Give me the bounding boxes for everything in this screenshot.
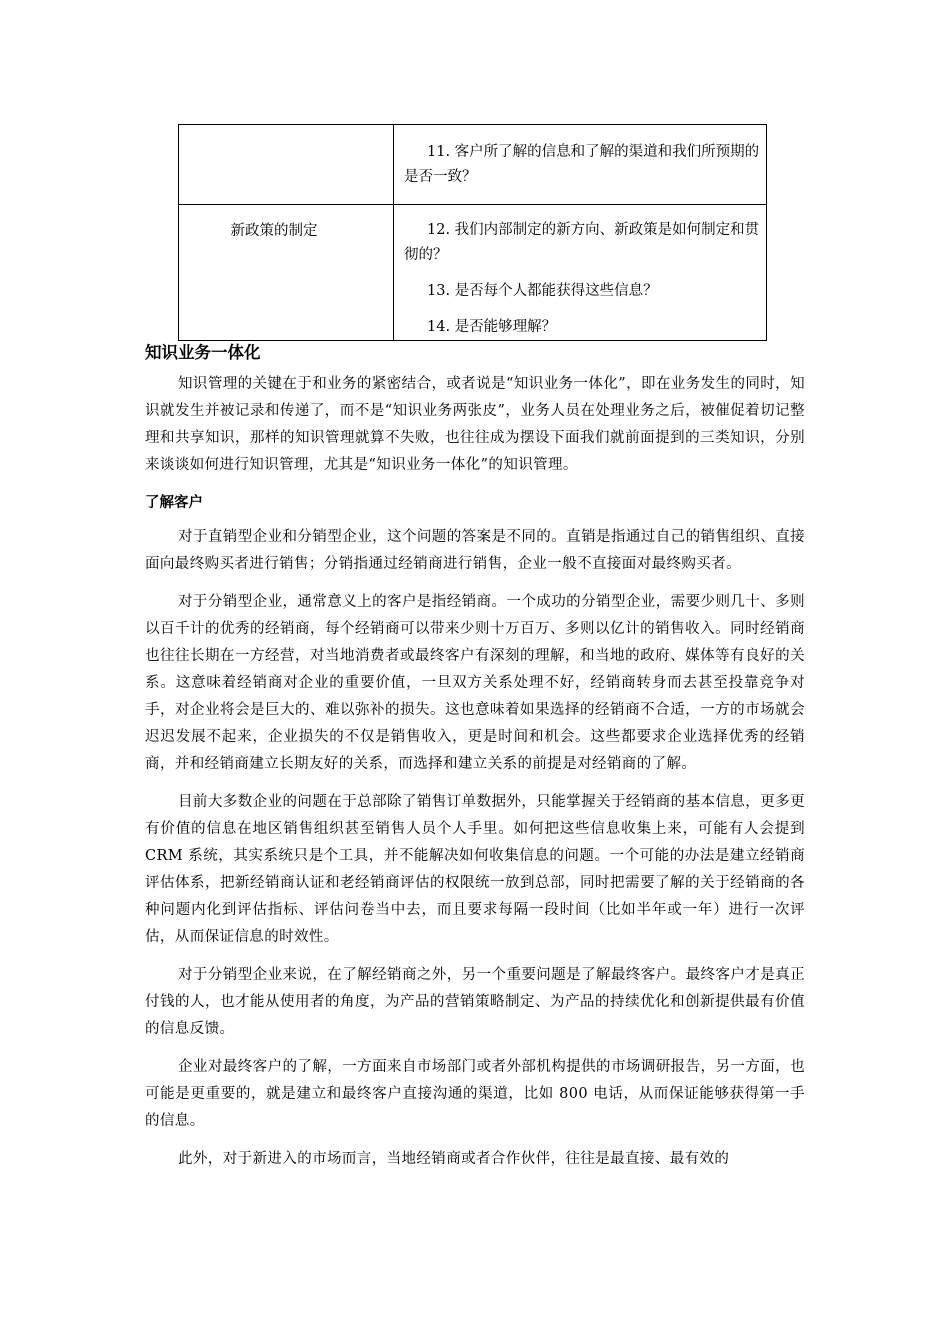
table-cell-category (179, 125, 394, 205)
body-paragraph: 对于分销型企业来说，在了解经销商之外，另一个重要问题是了解最终客户。最终客户才是真正付钱的人，也才能从使用者的角度，为产品的营销策略制定、为产品的持续优化和创新提供最有价值的信息反馈。 (145, 967, 805, 1037)
body-paragraph: 此外，对于新进入的市场而言，当地经销商或者合作伙伴，往往是最直接、最有效的 (178, 1151, 730, 1167)
section-heading: 知识业务一体化 (145, 343, 261, 362)
body-paragraph: 目前大多数企业的问题在于总部除了销售订单数据外，只能掌握关于经销商的基本信息，更多更有价值的信息在地区销售组织甚至销售人员个人手里。如何把这些信息收集上来，可能有人会提到 CRM 系统，其实系统只是个工具，并不能解决如何收集信息的问题。一个可能的办法是建立经销商评估体系，把新经销商认证和老经销商评估的权限统一放到总部，同时把需要了解的关于经销商的各种问题内化到评估指标、评估问卷当中去，而且要求每隔一段时间（比如半年或一年）进行一次评估，从而保证信息的时效性。 (145, 794, 805, 945)
subsection-heading: 了解客户 (145, 495, 203, 511)
question-table (178, 124, 767, 341)
main-content (145, 340, 805, 1184)
intro-paragraph: 知识管理的关键在于和业务的紧密结合，或者说是“知识业务一体化”，即在业务发生的同时，知识就发生并被记录和传递了，而不是“知识业务两张皮”，业务人员在处理业务之后，被催促着切记整理和共享知识，那样的知识管理就算不失败，也往往成为摆设下面我们就前面提到的三类知识，分别来谈谈如何进行知识管理，尤其是“知识业务一体化”的知识管理。 (145, 376, 805, 473)
question-item: 11. 客户所了解的信息和了解的渠道和我们所预期的是否一致？ (404, 144, 760, 185)
table-row (179, 125, 767, 205)
question-item: 14. 是否能够理解？ (427, 319, 557, 335)
category-label: 新政策的制定 (230, 223, 318, 239)
body-paragraph: 企业对最终客户的了解，一方面来自市场部门或者外部机构提供的市场调研报告，另一方面，也可能是更重要的，就是建立和最终客户直接沟通的渠道，比如 800 电话，从而保证能够获得第一手的信息。 (145, 1059, 805, 1129)
table-row (179, 205, 767, 341)
table-cell-questions (394, 125, 767, 205)
body-paragraph: 对于直销型企业和分销型企业，这个问题的答案是不同的。直销是指通过自己的销售组织、直接面向最终购买者进行销售；分销指通过经销商进行销售，企业一般不直接面对最终购买者。 (145, 529, 805, 572)
question-item: 13. 是否每个人都能获得这些信息？ (427, 283, 658, 299)
table-cell-questions (394, 205, 767, 341)
table-cell-category (179, 205, 394, 341)
category-label (179, 125, 393, 204)
body-paragraph: 对于分销型企业，通常意义上的客户是指经销商。一个成功的分销型企业，需要少则几十、多则以百千计的优秀的经销商，每个经销商可以带来少则十万百万、多则以亿计的销售收入。同时经销商也往往长期在一方经营，对当地消费者或最终客户有深刻的理解，和当地的政府、媒体等有良好的关系。这意味着经销商对企业的重要价值，一旦双方关系处理不好，经销商转身而去甚至投靠竞争对手，对企业将会是巨大的、难以弥补的损失。这也意味着如果选择的经销商不合适，一方的市场就会迟迟发展不起来，企业损失的不仅是销售收入，更是时间和机会。这些都要求企业选择优秀的经销商，并和经销商建立长期友好的关系，而选择和建立关系的前提是对经销商的了解。 (145, 594, 805, 772)
question-item: 12. 我们内部制定的新方向、新政策是如何制定和贯彻的？ (404, 222, 760, 263)
